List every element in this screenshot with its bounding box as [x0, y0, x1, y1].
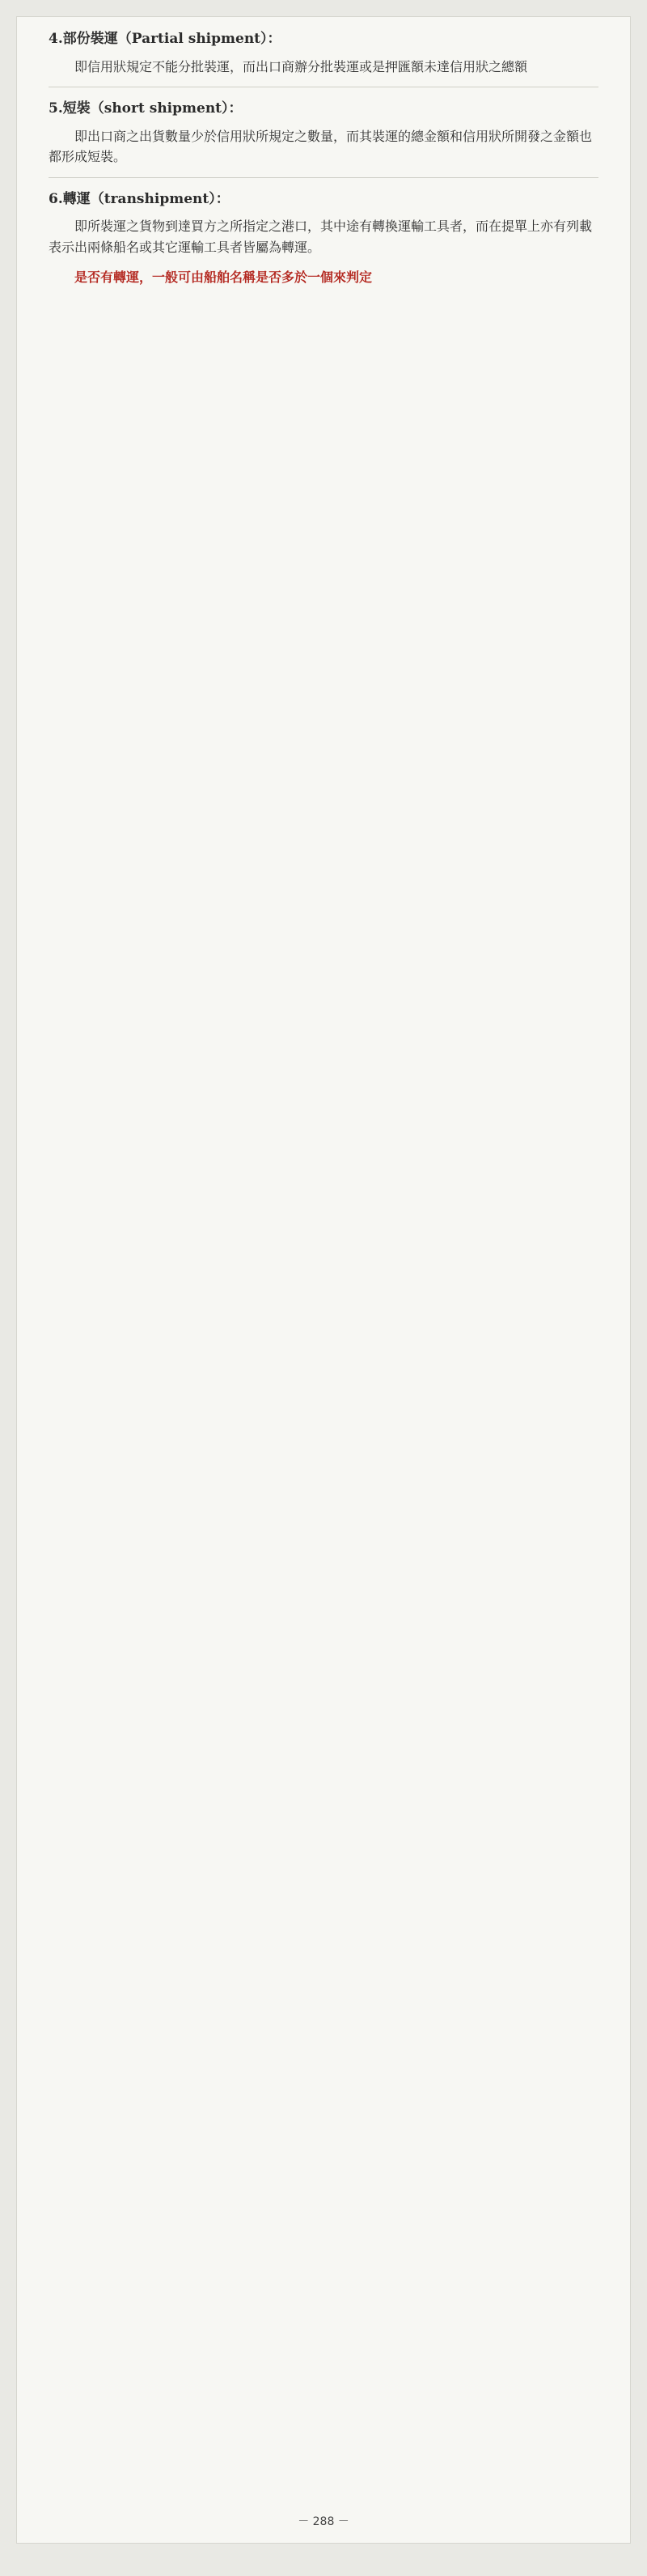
page-number: － 288 － — [298, 2515, 349, 2528]
partial-shipment-section — [49, 29, 598, 77]
short-shipment-heading: 5.短裝（short shipment）： — [49, 100, 243, 117]
content-column — [16, 16, 631, 288]
transhipment-notice: 是否有轉運，一般可由船舶名稱是否多於一個來判定 — [74, 269, 373, 286]
transhipment-intro: 即所裝運之貨物到達買方之所指定之港口，其中途有轉換運輸工具者，而在提單上亦有列載表示出兩條船名或其它運輸工具者皆屬為轉運。 — [49, 219, 593, 255]
document-page — [16, 16, 631, 2544]
short-shipment-intro: 即出口商之出貨數量少於信用狀所規定之數量，而其裝運的總金額和信用狀所開發之金額也都形成短裝。 — [49, 128, 593, 165]
partial-shipment-intro: 即信用狀規定不能分批裝運，而出口商辦分批裝運或是押匯額未達信用狀之總額 — [74, 58, 528, 74]
transhipment-section — [49, 189, 598, 288]
transhipment-heading: 6.轉運（transhipment）： — [49, 190, 230, 207]
partial-shipment-heading: 4.部份裝運（Partial shipment）： — [49, 31, 281, 47]
section-divider — [49, 177, 598, 178]
short-shipment-section — [49, 99, 598, 168]
